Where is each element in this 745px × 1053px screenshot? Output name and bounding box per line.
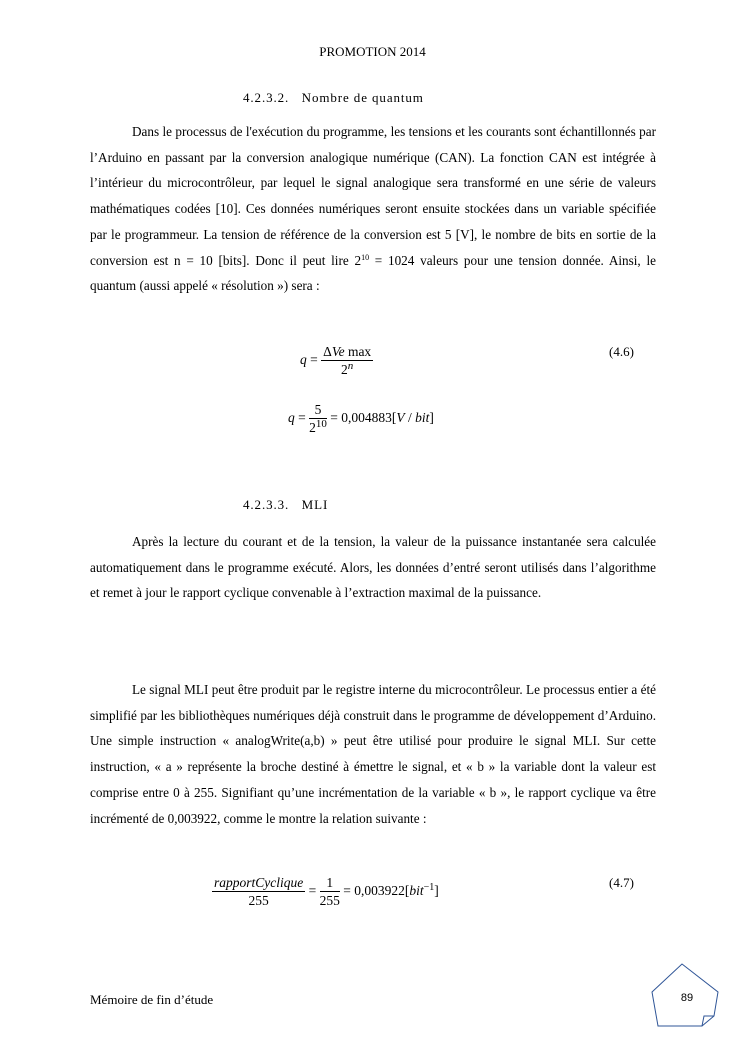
equation-number-4-6: (4.6) — [609, 344, 634, 359]
equation-q-value: q = $\frac{5}{2^{10}}$ = 0,004883[V / bit] — [288, 402, 434, 435]
equation-fraction: $\frac{1}{255}$ — [319, 875, 340, 908]
equation-fraction: $\frac{5}{2^{10}}$ — [309, 402, 327, 435]
page-footer: Mémoire de fin d’étude — [90, 992, 214, 1007]
section-heading-quantum — [243, 90, 424, 106]
paragraph-mli-1: Après la lecture du courant et de la tension, la valeur de la puissance instantanée sera calculée automatiquement dans le programme exécuté. Alors, les données d’entré seront utilisés dans l’algorithme et remet à jour le rapport cyclique convenable à l’extraction maximal de la puissance. — [90, 534, 656, 601]
equation-fraction: $\frac{\text{rapportCyclique}}{255}$ — [214, 875, 304, 908]
section-number: 4.2.3.2. — [243, 90, 290, 105]
section-heading-mli — [243, 497, 328, 513]
page-number: 89 — [680, 992, 694, 1004]
equation-fraction: $\frac{\text{ΔVe max}}{2^n}$ — [323, 344, 372, 377]
section-number: 4.2.3.3. — [243, 497, 290, 512]
paragraph-quantum: Dans le processus de l'exécution du programme, les tensions et les courants sont échantillonnés par l’Arduino en passant par la conversion analogique numérique (CAN). La fonction CAN est intégrée à l’intérieur du microcontrôleur, par lequel le signal analogique sera transformé en une série de valeurs mathématiques codées [10]. Ces données numériques seront ensuite stockées dans un variable spécifiée par le programmeur. La tension de référence de la conversion est 5 [V], le nombre de bits en sortie de la conversion est n = 10 [bits]. Donc il peut lire $2^{10} = 1024$ valeurs pour une tension donnée. Ainsi, le quantum (aussi appelé « résolution ») sera : — [90, 124, 656, 294]
section-title: MLI — [301, 497, 329, 512]
paragraph-mli-2: Le signal MLI peut être produit par le registre interne du microcontrôleur. Le processus entier a été simplifié par les bibliothèques numériques déjà construit dans le programme de développement d’Arduino. Une simple instruction « analogWrite(a,b) » peut être utilisé pour produire le signal MLI. Sur cette instruction, « a » représente la broche destiné à émettre le signal, et « b » la variable dont la valeur est comprise entre 0 à 255. Signifiant qu’une incrémentation de la variable « b », le rapport cyclique va être incrémenté de 0,003922, comme le montre la relation suivante : — [90, 682, 656, 826]
equation-4-6: q = $\frac{\text{ΔVe max}}{2^n}$ — [300, 344, 372, 377]
equation-4-7: $\frac{\text{rapportCyclique}}{255}$ = $\frac{1}{255}$ = 0,003922[bit$^{-1}$] — [214, 875, 439, 908]
equation-number-4-7: (4.7) — [609, 875, 634, 890]
page-header: PROMOTION 2014 — [319, 44, 426, 59]
section-title: Nombre de quantum — [301, 90, 424, 105]
